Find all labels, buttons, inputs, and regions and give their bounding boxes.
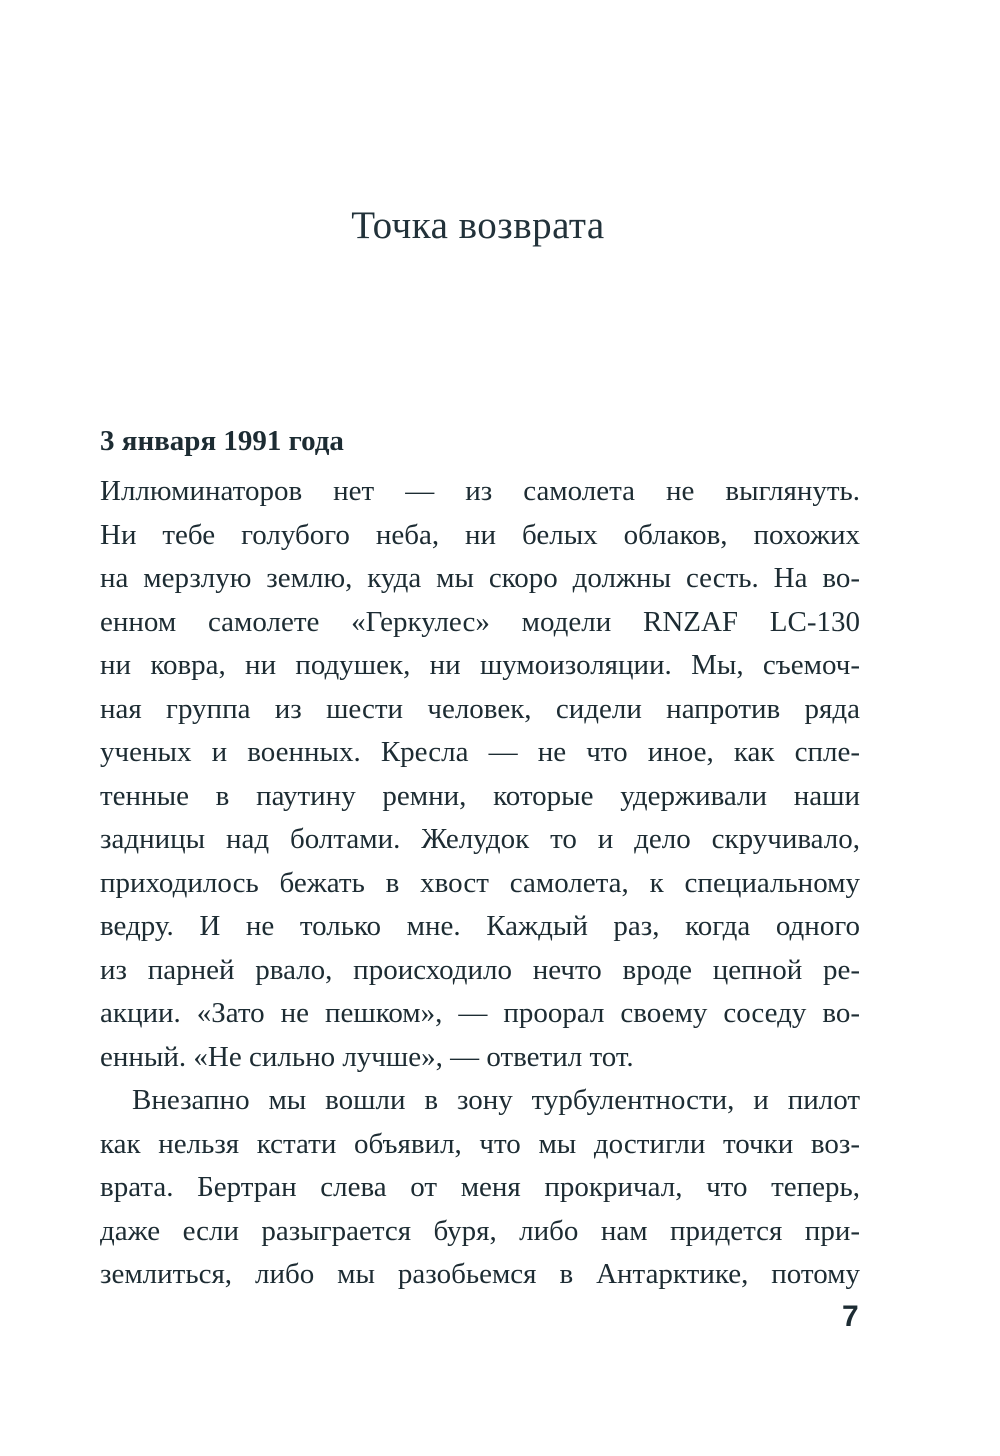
date-heading: 3 января 1991 года (100, 425, 344, 457)
paragraph-1 (100, 470, 860, 1079)
text-line: Внезапно мы вошли в зону турбулентности, и пилот (132, 1084, 860, 1116)
text-line: даже если разыграется буря, либо нам придется при- (100, 1214, 860, 1247)
text-line: ни ковра, ни подушек, ни шумоизоляции. Мы, съемоч- (100, 649, 860, 681)
text-line: енном самолете «Геркулес» модели RNZAF LC-130 (100, 605, 860, 638)
text-line: из парней рвало, происходило нечто вроде цепной ре- (100, 953, 860, 986)
text-line: тенные в паутину ремни, которые удерживали наши (100, 779, 860, 812)
page-number: 7 (842, 1300, 859, 1333)
text-line: ная группа из шести человек, сидели напротив ряда (100, 692, 860, 725)
text-line: задницы над болтами. Желудок то и дело скручивало, (100, 823, 860, 855)
paragraph-2 (100, 1079, 860, 1297)
text-line: Иллюминаторов нет — из самолета не выглянуть. (100, 475, 860, 507)
chapter-title: Точка возврата (351, 204, 605, 247)
body-text (100, 470, 860, 1297)
text-line: как нельзя кстати объявил, что мы достигли точки воз- (100, 1127, 860, 1160)
text-line: на мерзлую землю, куда мы скоро должны сесть. На во- (100, 562, 860, 594)
text-line: енный. «Не сильно лучше», — ответил тот. (100, 1040, 634, 1073)
text-line: землиться, либо мы разобьемся в Антарктике, потому (100, 1258, 860, 1290)
text-line: приходилось бежать в хвост самолета, к специальному (100, 866, 860, 899)
text-line: акции. «Зато не пешком», — проорал своему соседу во- (100, 997, 860, 1029)
text-line: ученых и военных. Кресла — не что иное, как спле- (100, 736, 860, 768)
text-line: ведру. И не только мне. Каждый раз, когда одного (100, 910, 860, 942)
text-line: Ни тебе голубого неба, ни белых облаков, похожих (100, 518, 860, 551)
text-line: врата. Бертран слева от меня прокричал, что теперь, (100, 1171, 860, 1203)
